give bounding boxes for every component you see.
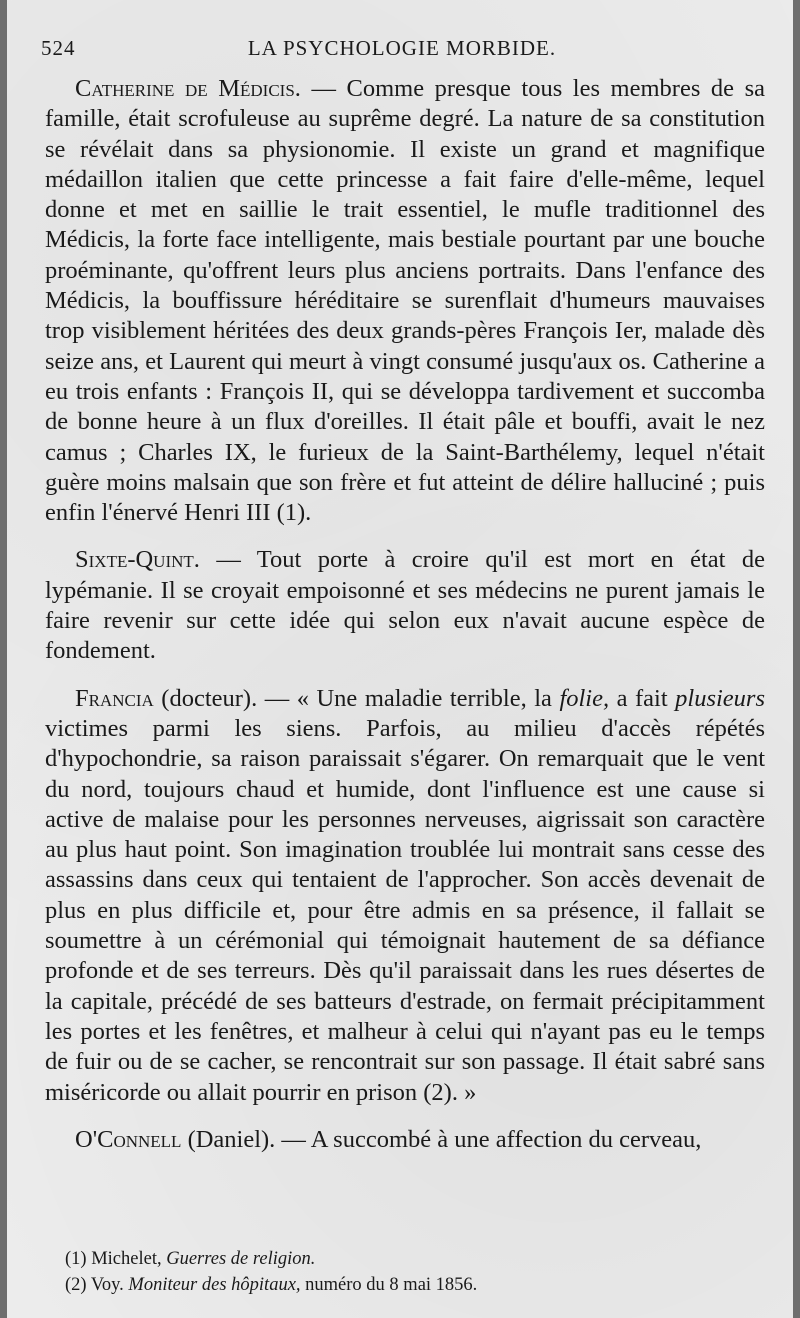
entry-heading: O'Connell [75, 1125, 182, 1153]
footnote-2 [65, 1272, 765, 1298]
entry-oconnell [45, 1125, 765, 1155]
footnote-marker: (2) [65, 1275, 87, 1295]
book-page [7, 0, 793, 1318]
page-number: 524 [41, 36, 76, 60]
entry-italic-text: plusieurs [675, 684, 765, 712]
footnote-italic: Moniteur des hôpitaux, [128, 1275, 301, 1295]
entry-heading: Catherine de Médicis. [75, 75, 301, 102]
footnote-italic: Guerres de religion. [166, 1249, 316, 1269]
entry-italic-text: folie, [559, 684, 610, 712]
footnotes [65, 1246, 765, 1298]
entry-catherine-de-medicis [45, 74, 765, 528]
entry-text: — Tout porte à croire qu'il est mort en état de lypémanie. Il se croyait empoisonné et ses médecins ne purent jamais le faire revenir sur cette idée qui selon eux n'avait aucune espèce de fondement. [45, 546, 765, 665]
running-header [41, 36, 763, 66]
footnote-marker: (1) [65, 1249, 87, 1269]
footnote-text: numéro du 8 mai 1856. [300, 1275, 478, 1295]
entry-text: (Daniel). — A succombé à une affection du cerveau, [181, 1125, 702, 1153]
page-body [45, 74, 765, 1155]
footnote-text: Michelet, [86, 1249, 167, 1269]
entry-text: victimes parmi les siens. Parfois, au milieu d'accès répétés d'hypochondrie, sa raison paraissait s'égarer. On remarquait que le vent du nord, toujours chaud et humide, dont l'influence est une cause si active de malaise pour les personnes nerveuses, aigrissait son caractère au plus haut point. Son imagination troublée lui montrait sans cesse des assassins dans ceux qui tentaient de l'approcher. Son accès devenait de plus en plus difficile et, pour être admis en sa présence, il fallait se soumettre à un cérémonial qui témoignait hautement de sa défiance profonde et de ses terreurs. Dès qu'il paraissait dans les rues désertes de la capitale, précédé de ses batteurs d'estrade, on fermait précipitamment les portes et les fenêtres, et malheur à celui qui n'ayant pas eu le temps de fuir ou de se cacher, se rencontrait sur son passage. Il était sabré sans miséricorde ou allait pourrir en prison (2). » [45, 714, 765, 1106]
footnote-text: Voy. [86, 1275, 129, 1295]
entry-text: a fait [609, 684, 676, 712]
footnote-1 [65, 1246, 765, 1272]
entry-text: — Comme presque tous les membres de sa famille, était scrofuleuse au suprême degré. La nature de sa constitution se révélait dans sa physionomie. Il existe un grand et magnifique médaillon italien que cette princesse a fait faire d'elle-même, lequel donne et met en saillie le trait essentiel, le mufle traditionnel des Médicis, la forte face intelligente, mais bestiale pourtant par une bouche proéminante, qu'offrent leurs plus anciens portraits. Dans l'enfance des Médicis, la bouffissure héréditaire se surenflait d'humeurs mauvaises trop visiblement héritées des deux grands-pères François Ier, malade dès seize ans, et Laurent qui meurt à vingt consumé jusqu'aux os. Catherine a eu trois enfants : François II, qui se développa tardivement et succomba de bonne heure à un flux d'oreilles. Il était pâle et bouffi, avait le nez camus ; Charles IX, le furieux de la Saint-Barthélemy, lequel n'était guère moins malsain que son frère et fut atteint de délire halluciné ; puis enfin l'énervé Henri III (1). [45, 75, 765, 527]
running-title: LA PSYCHOLOGIE MORBIDE. [247, 36, 557, 60]
entry-heading: Francia [75, 684, 154, 712]
entry-sixte-quint [45, 545, 765, 666]
entry-francia [45, 684, 765, 1108]
entry-heading: Sixte-Quint. [75, 546, 200, 574]
entry-text: (docteur). — « Une maladie terrible, la [153, 684, 560, 712]
